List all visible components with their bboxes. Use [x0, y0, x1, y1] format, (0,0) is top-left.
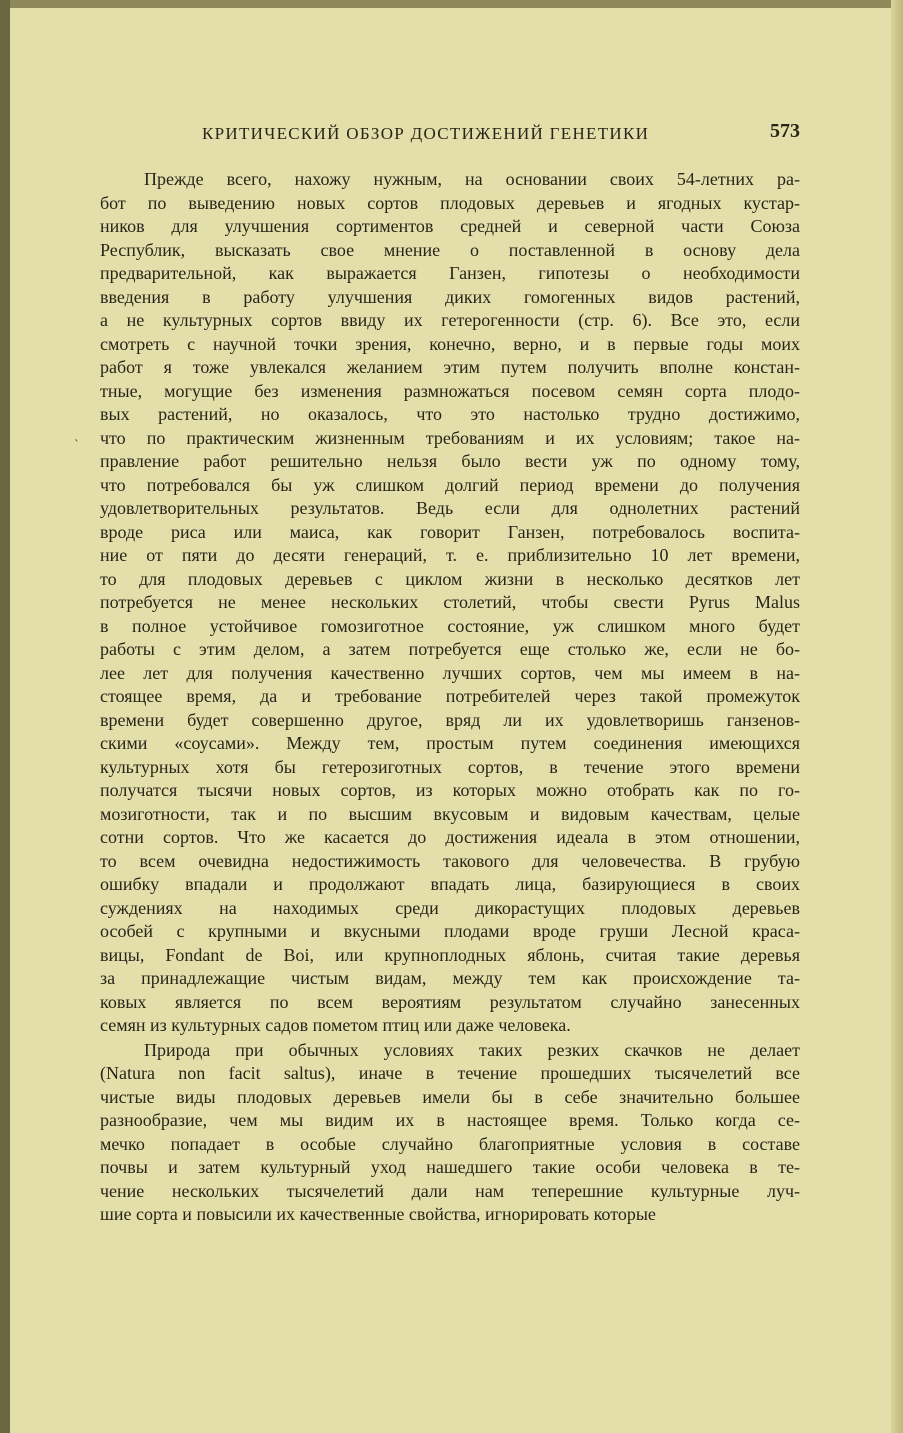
text-line: работ я тоже увлекался желанием этим путем получить вполне констан- — [100, 357, 800, 377]
text-line: культурных хотя бы гетерозиготных сортов, в течение этого времени — [100, 756, 800, 777]
paragraph — [100, 1039, 800, 1227]
text-line: потребуется не менее нескольких столетий, чтобы свести Pyrus Malus — [100, 592, 800, 612]
text-line: вроде риса или маиса, как говорит Ганзен, потребовалось воспита- — [100, 521, 800, 542]
text-line: разнообразие, чем мы видим их в настоящее время. Только когда се- — [100, 1110, 800, 1130]
text-line: а не культурных сортов ввиду их гетерогенности (стр. 6). Все это, если — [100, 310, 800, 330]
text-line: мозиготности, так и по высшим вкусовым и видовым качествам, целые — [100, 803, 800, 824]
text-line: что потребовался бы уж слишком долгий период времени до получения — [100, 474, 800, 495]
paragraph — [100, 168, 800, 1038]
text-line: чение нескольких тысячелетий дали нам теперешние культурные луч- — [100, 1180, 800, 1201]
text-line: получатся тысячи новых сортов, из которых можно отобрать как по го- — [100, 780, 800, 800]
body-text — [100, 168, 800, 1228]
text-line: стоящее время, да и требование потребителей через такой промежуток — [100, 686, 800, 706]
page-number: 573 — [770, 120, 800, 142]
text-line: тные, могущие без изменения размножаться посевом семян сорта плодо- — [100, 380, 800, 401]
text-line: Прежде всего, нахожу нужным, на основании своих 54-летних ра- — [144, 169, 800, 189]
running-title: КРИТИЧЕСКИЙ ОБЗОР ДОСТИЖЕНИЙ ГЕНЕТИКИ — [202, 124, 650, 143]
text-line: правление работ решительно нельзя было вести уж по одному тому, — [100, 451, 800, 471]
text-line: ковых является по всем вероятиям результатом случайно занесенных — [100, 991, 800, 1012]
text-line: предварительной, как выражается Ганзен, гипотезы о необходимости — [100, 263, 800, 283]
text-line: Республик, высказать свое мнение о поставленной в основу дела — [100, 239, 800, 260]
text-line: шие сорта и повысили их качественные свойства, игнорировать которые — [100, 1204, 656, 1224]
text-line: в полное устойчивое гомозиготное состояние, уж слишком много будет — [100, 615, 800, 636]
text-line: ошибку впадали и продолжают впадать лица, базирующиеся в своих — [100, 874, 800, 894]
text-line: то для плодовых деревьев с циклом жизни в несколько десятков лет — [100, 568, 800, 589]
text-line: почвы и затем культурный уход нашедшего такие особи человека в те- — [100, 1157, 800, 1177]
text-line: что по практическим жизненным требованиям и их условиям; такое на- — [100, 427, 800, 448]
text-line: Природа при обычных условиях таких резких скачков не делает — [144, 1039, 800, 1060]
scan-edge-top — [0, 0, 903, 8]
text-line: ников для улучшения сортиментов средней и северной части Союза — [100, 216, 800, 236]
text-line: вицы, Fondant de Boi, или крупноплодных яблонь, считая такие деревья — [100, 944, 800, 965]
text-line: бот по выведению новых сортов плодовых деревьев и ягодных кустар- — [100, 192, 800, 213]
text-line: суждениях на находимых среди дикорастущих плодовых деревьев — [100, 897, 800, 918]
text-line: работы с этим делом, а затем потребуется еще столько же, если не бо- — [100, 639, 800, 659]
scan-edge-right — [891, 0, 903, 1433]
page-header — [100, 118, 800, 148]
text-line: то всем очевидна недостижимость такового для человечества. В грубую — [100, 850, 800, 871]
text-line: ние от пяти до десяти генераций, т. е. приблизительно 10 лет времени, — [100, 545, 800, 565]
text-line: скими «соусами». Между тем, простым путем соединения имеющихся — [100, 733, 800, 753]
text-line: особей с крупными и вкусными плодами вроде груши Лесной краса- — [100, 921, 800, 941]
text-line: за принадлежащие чистым видам, между тем как происхождение та- — [100, 968, 800, 988]
text-line: семян из культурных садов пометом птиц или даже человека. — [100, 1015, 571, 1035]
text-line: смотреть с научной точки зрения, конечно, верно, и в первые годы моих — [100, 333, 800, 354]
text-line: (Natura non facit saltus), иначе в течение прошедших тысячелетий все — [100, 1063, 800, 1083]
margin-mark: ` — [74, 438, 79, 453]
scan-edge-left — [0, 0, 10, 1433]
text-line: вых растений, но оказалось, что это настолько трудно достижимо, — [100, 404, 800, 424]
text-line: времени будет совершенно другое, вряд ли их удовлетворишь ганзенов- — [100, 709, 800, 730]
text-line: мечко попадает в особые случайно благоприятные условия в составе — [100, 1133, 800, 1154]
text-line: удовлетворительных результатов. Ведь если для однолетних растений — [100, 498, 800, 518]
text-line: лее лет для получения качественно лучших сортов, чем мы имеем в на- — [100, 662, 800, 683]
text-line: чистые виды плодовых деревьев имели бы в себе значительно большее — [100, 1086, 800, 1107]
text-line: введения в работу улучшения диких гомогенных видов растений, — [100, 286, 800, 307]
text-line: сотни сортов. Что же касается до достижения идеала в этом отношении, — [100, 827, 800, 847]
